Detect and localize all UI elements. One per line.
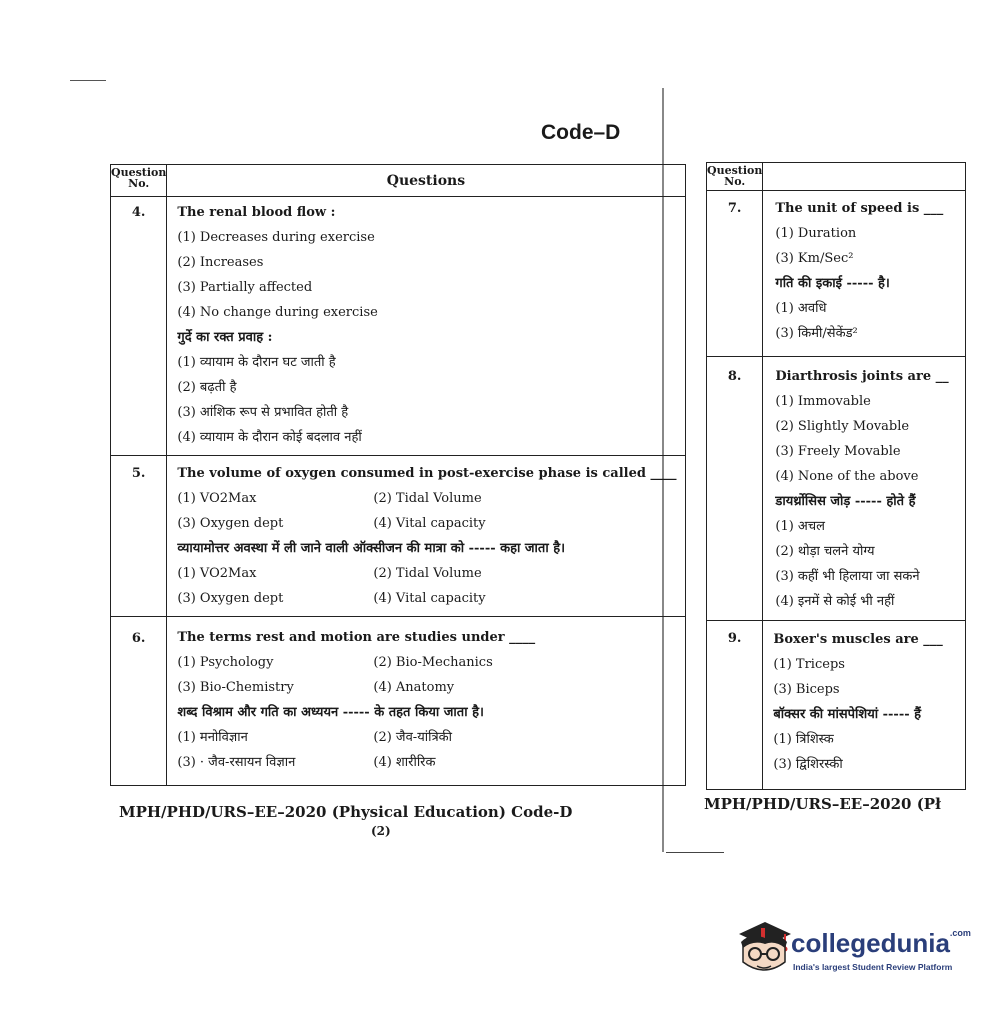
question-row xyxy=(111,456,686,617)
question-number: 7. xyxy=(727,201,742,216)
hindi-option: (3) कहीं भी हिलाया जा सकने xyxy=(775,569,920,584)
hindi-stem: डायर्थ्रोसिस जोड़ ----- होते हैं xyxy=(775,494,916,509)
question-stem: The unit of speed is ___ xyxy=(775,201,944,216)
question-number: 6. xyxy=(131,631,146,646)
page-fold-line-bottom xyxy=(666,852,724,853)
option: (1) Psychology xyxy=(177,655,274,670)
question-number: 8. xyxy=(727,369,742,384)
page-number: (2) xyxy=(371,824,391,838)
hindi-option: (1) त्रिशिस्क xyxy=(773,732,834,747)
option: (2) Tidal Volume xyxy=(373,491,482,506)
hindi-option: (3) · जैव-रसायन विज्ञान xyxy=(177,755,296,770)
hindi-option: (2) जैव-यांत्रिकी xyxy=(373,730,452,745)
question-row xyxy=(707,621,966,790)
hindi-option: (4) इनमें से कोई भी नहीं xyxy=(775,594,895,609)
option: (1) Immovable xyxy=(775,394,871,409)
question-row xyxy=(707,357,966,621)
option: (2) Increases xyxy=(177,255,264,270)
question-stem: Boxer's muscles are ___ xyxy=(773,632,943,647)
question-row xyxy=(707,191,966,357)
right-footer-clip xyxy=(704,795,941,817)
question-stem: The terms rest and motion are studies under ____ xyxy=(177,630,536,645)
option: (1) Triceps xyxy=(773,657,845,672)
hindi-stem: गति की इकाई ----- है। xyxy=(775,276,890,291)
brand-name-text: collegedunia xyxy=(791,928,950,958)
hindi-option: (1) मनोविज्ञान xyxy=(177,730,248,745)
right-page-clip xyxy=(706,162,949,788)
question-stem: Diarthrosis joints are __ xyxy=(775,369,949,384)
question-row xyxy=(111,617,686,786)
option: (4) No change during exercise xyxy=(177,305,378,320)
hindi-option: (1) VO2Max xyxy=(177,566,257,581)
question-stem: The volume of oxygen consumed in post-exercise phase is called ____ xyxy=(177,466,677,481)
paper-code: Code–D xyxy=(541,121,621,144)
option: (2) Slightly Movable xyxy=(775,419,910,434)
page-footer-right: MPH/PHD/URS–EE–2020 (Pł xyxy=(704,795,941,813)
header-questions xyxy=(763,163,966,191)
page-footer-left: MPH/PHD/URS–EE–2020 (Physical Education) Code-D xyxy=(119,803,573,821)
option: (1) Decreases during exercise xyxy=(177,230,375,245)
brand-tagline: India's largest Student Review Platform xyxy=(793,962,953,972)
hindi-option: (3) द्विशिरस्की xyxy=(773,757,843,772)
hindi-option: (1) अवधि xyxy=(775,301,827,316)
option: (4) Vital capacity xyxy=(373,516,486,531)
option: (1) Duration xyxy=(775,226,857,241)
header-question-no xyxy=(111,165,167,197)
question-number: 9. xyxy=(727,631,742,646)
header-question-no xyxy=(707,163,763,191)
question-number: 5. xyxy=(131,466,146,481)
mascot-icon xyxy=(735,918,793,980)
option: (2) Bio-Mechanics xyxy=(373,655,493,670)
header-questions-label: Questions xyxy=(386,172,466,189)
option: (3) Partially affected xyxy=(177,280,313,295)
scan-mark-top-left xyxy=(70,80,106,81)
hindi-option: (1) अचल xyxy=(775,519,825,534)
question-table-left xyxy=(110,164,686,786)
option: (3) Freely Movable xyxy=(775,444,901,459)
option: (4) Anatomy xyxy=(373,680,455,695)
question-table-right xyxy=(706,162,966,790)
hindi-stem: व्यायामोत्तर अवस्था में ली जाने वाली ऑक्सीजन की मात्रा को ----- कहा जाता है। xyxy=(177,541,566,556)
question-row xyxy=(111,197,686,456)
hindi-option: (2) Tidal Volume xyxy=(373,566,482,581)
hindi-option: (4) शारीरिक xyxy=(373,755,436,770)
option: (1) VO2Max xyxy=(177,491,257,506)
hindi-option: (1) व्यायाम के दौरान घट जाती है xyxy=(177,355,336,370)
option: (3) Km/Sec² xyxy=(775,251,854,266)
header-questions xyxy=(167,165,685,197)
hindi-option: (3) Oxygen dept xyxy=(177,591,284,606)
hindi-stem: गुर्दे का रक्त प्रवाह : xyxy=(177,330,273,345)
option: (3) Oxygen dept xyxy=(177,516,284,531)
hindi-stem: बॉक्सर की मांसपेशियां ----- हैं xyxy=(773,707,922,722)
hindi-stem: शब्द विश्राम और गति का अध्ययन ----- के तहत किया जाता है। xyxy=(177,705,484,720)
option: (3) Bio-Chemistry xyxy=(177,680,294,695)
option: (3) Biceps xyxy=(773,682,840,697)
header-question-no-label: Question No. xyxy=(707,164,763,188)
question-stem: The renal blood flow : xyxy=(177,205,336,220)
hindi-option: (2) बढ़ती है xyxy=(177,380,237,395)
option: (4) None of the above xyxy=(775,469,919,484)
hindi-option: (4) Vital capacity xyxy=(373,591,486,606)
collegedunia-watermark xyxy=(735,918,971,980)
hindi-option: (4) व्यायाम के दौरान कोई बदलाव नहीं xyxy=(177,430,362,445)
question-number: 4. xyxy=(131,205,146,220)
brand-suffix: .com xyxy=(949,928,971,938)
hindi-option: (2) थोड़ा चलने योग्य xyxy=(775,544,875,559)
hindi-option: (3) किमी/सेकेंड² xyxy=(775,326,858,341)
brand-name xyxy=(791,928,971,959)
hindi-option: (3) आंशिक रूप से प्रभावित होती है xyxy=(177,405,349,420)
header-question-no-label: Question No. xyxy=(111,166,167,190)
